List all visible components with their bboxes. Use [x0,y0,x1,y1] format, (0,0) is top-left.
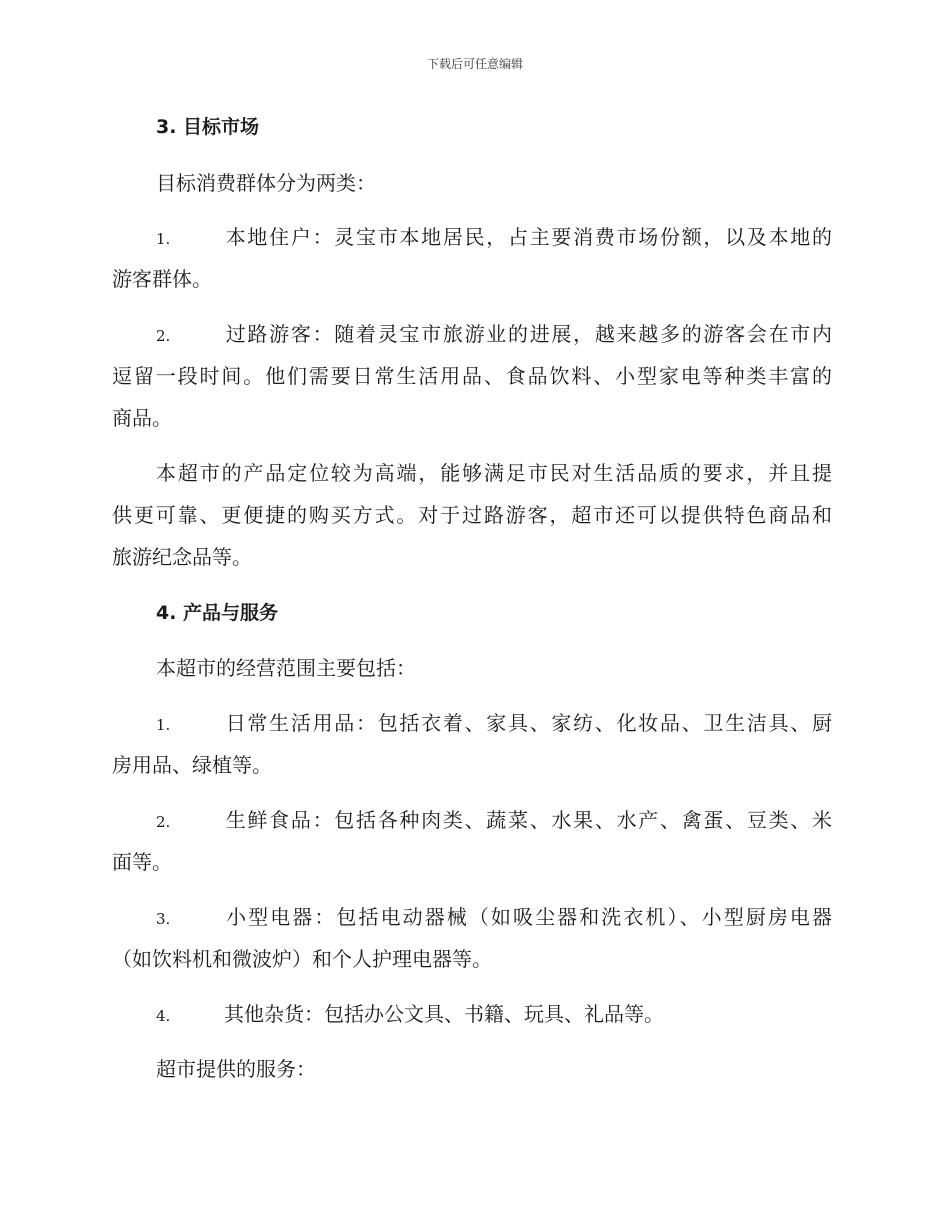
paragraph-line2: 供更可靠、更便捷的购买方式。对于过路游客，超市还可以提供特色商品和 [112,503,832,527]
list-number: 4. [156,1007,171,1025]
scope-item-2-line1: 2. 生鲜食品：包括各种肉类、蔬菜、水果、水产、禽蛋、豆类、米 [156,799,832,843]
scope-item-2-line2: 面等。 [112,850,172,874]
services-intro: 超市提供的服务： [156,1057,316,1081]
list-item-1-line2: 游客群体。 [112,267,212,291]
list-item-2-line2: 逗留一段时间。他们需要日常生活用品、食品饮料、小型家电等种类丰富的 [112,364,832,388]
section-4-heading: 4. 产品与服务 [156,602,279,624]
list-number: 2. [156,327,171,345]
scope-item-3-line1: 3. 小型电器：包括电动器械（如吸尘器和洗衣机）、小型厨房电器 [156,896,832,940]
list-item-2-line3: 商品。 [112,406,172,430]
list-number: 3. [156,910,171,928]
scope-item-1-line1: 1. 日常生活用品：包括衣着、家具、家纺、化妆品、卫生洁具、厨 [156,702,832,746]
paragraph-line3: 旅游纪念品等。 [112,545,252,569]
page-header: 下载后可任意编辑 [426,57,523,71]
list-number: 2. [156,813,171,831]
list-item-2-line1: 2. 过路游客：随着灵宝市旅游业的进展，越来越多的游客会在市内 [156,313,832,357]
list-number: 1. [156,716,171,734]
section-3-intro: 目标消费群体分为两类： [156,171,376,195]
scope-item-3-line2: （如饮料机和微波炉）和个人护理电器等。 [112,947,492,971]
scope-item-1-line2: 房用品、绿植等。 [112,753,272,777]
section-4-intro: 本超市的经营范围主要包括： [156,656,416,680]
paragraph-line1: 本超市的产品定位较为高端，能够满足市民对生活品质的要求，并且提 [156,461,832,485]
scope-item-4-line1: 4. 其他杂货：包括办公文具、书籍、玩具、礼品等。 [156,993,876,1037]
list-number: 1. [156,230,171,248]
list-item-1-line1: 1. 本地住户：灵宝市本地居民，占主要消费市场份额，以及本地的 [156,216,832,260]
section-3-heading: 3. 目标市场 [156,116,260,138]
